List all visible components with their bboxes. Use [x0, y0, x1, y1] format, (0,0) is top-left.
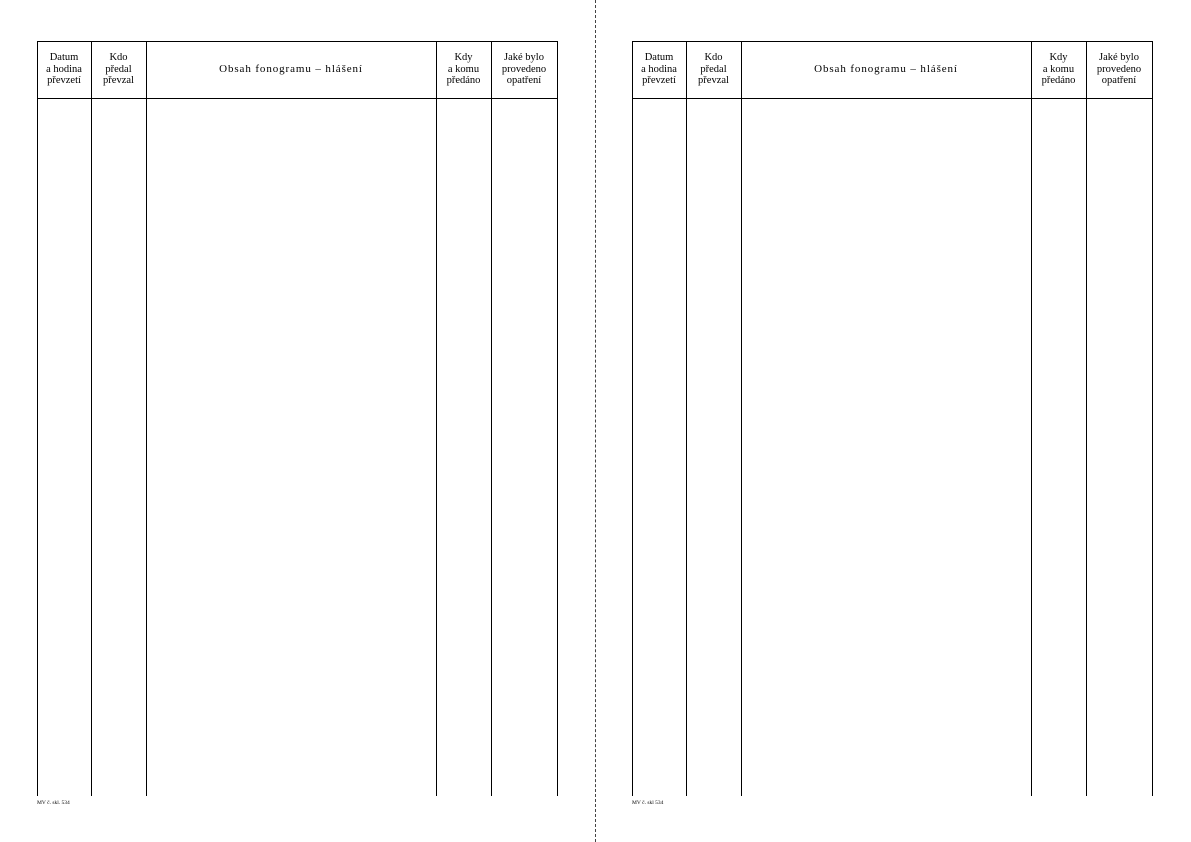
column-divider [1031, 41, 1032, 796]
header-bottom-border [37, 98, 558, 99]
form-page-right [632, 41, 1153, 806]
column-divider [91, 41, 92, 796]
header-kdo: Kdo předal převzal [698, 52, 729, 87]
column-divider [491, 41, 492, 796]
column-divider [1086, 41, 1087, 796]
header-opatreni: Jaké bylo provedeno opatření [501, 52, 547, 87]
header-kdy: Kdy a komu předáno [446, 52, 481, 87]
header-opatreni: Jaké bylo provedeno opatření [1096, 52, 1142, 87]
header-datum: Datum a hodina převzetí [641, 52, 677, 87]
column-divider [686, 41, 687, 796]
header-obsah: Obsah fonogramu – hlášení [814, 62, 958, 75]
form-page-left [37, 41, 558, 806]
column-divider [436, 41, 437, 796]
column-divider [146, 41, 147, 796]
column-divider [557, 41, 558, 796]
form-code: MV č. skl. 534 [37, 800, 70, 806]
header-datum: Datum a hodina převzetí [46, 52, 82, 87]
column-divider [1152, 41, 1153, 796]
form-table [632, 41, 1153, 796]
form-table [37, 41, 558, 796]
header-kdy: Kdy a komu předáno [1041, 52, 1076, 87]
column-divider [741, 41, 742, 796]
column-divider [37, 41, 38, 796]
header-bottom-border [632, 98, 1153, 99]
fold-line [595, 0, 596, 842]
header-obsah: Obsah fonogramu – hlášení [219, 62, 363, 75]
header-kdo: Kdo předal převzal [103, 52, 134, 87]
form-code: MV č. skl 534 [632, 800, 664, 806]
column-divider [632, 41, 633, 796]
